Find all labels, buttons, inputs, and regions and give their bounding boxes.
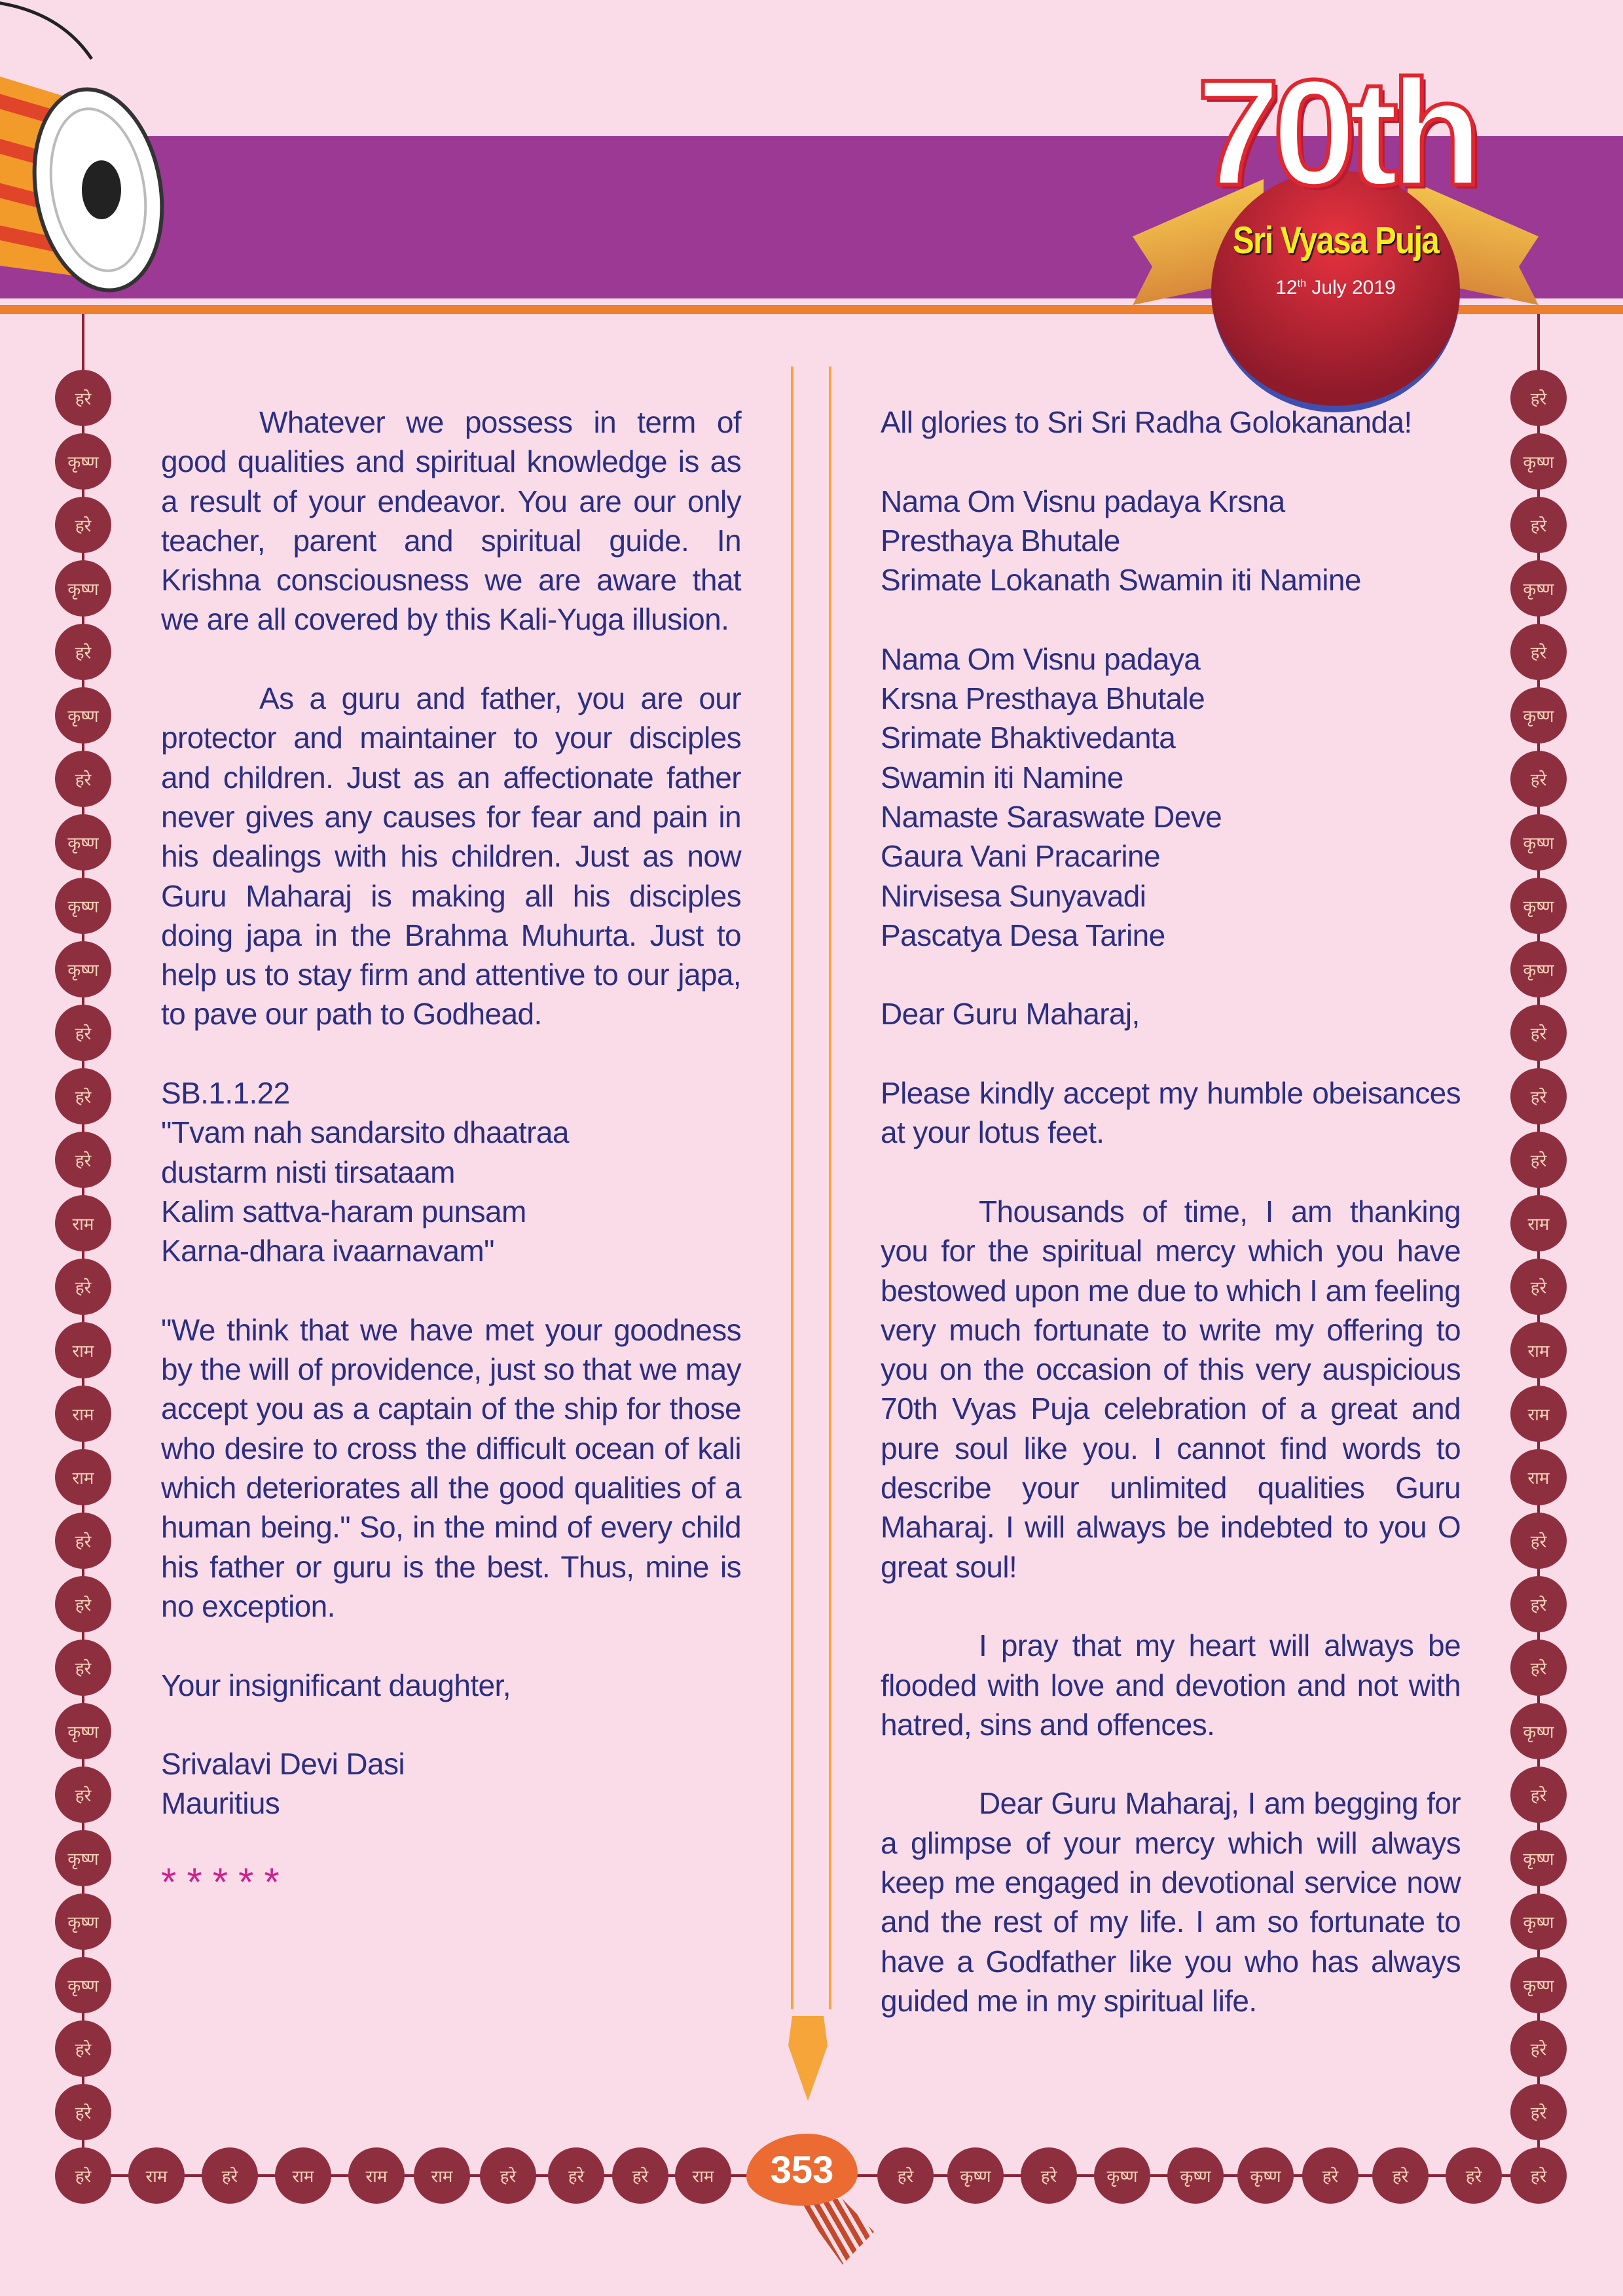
garland-thread (791, 367, 793, 2009)
mantra-line: Srimate Lokanath Swamin iti Namine (881, 563, 1361, 598)
mantra-bead: हरे (1510, 1513, 1567, 1569)
mantra-bead: हरे (202, 2147, 258, 2204)
right-column (881, 403, 1461, 2060)
mantra-bead: हरे (1510, 1576, 1567, 1632)
mantra-bead: कृष्ण (1094, 2147, 1150, 2204)
mantra-bead: हरे (55, 1767, 111, 1823)
mantra-bead: हरे (55, 1640, 111, 1696)
mantra-bead: कृष्ण (55, 687, 111, 744)
mantra-line: Pascatya Desa Tarine (881, 918, 1165, 952)
mantra-bead: राम (675, 2147, 731, 2204)
mantra-line: Nirvisesa Sunyavadi (881, 878, 1146, 913)
mantra-bead: कृष्ण (55, 433, 111, 490)
mantra-bead: कृष्ण (55, 1830, 111, 1886)
paragraph: Whatever we possess in term of good qualities and spiritual knowledge is as a result of your endeavor. You are our only teacher, parent and spiritual guide. In Krishna consciousness we are aware that we are all covered by this Kali-Yuga illusion. (161, 405, 741, 637)
mantra-bead: कृष्ण (55, 1893, 111, 1950)
mantra-bead: कृष्ण (55, 878, 111, 934)
mantra-bead: कृष्ण (55, 814, 111, 870)
page-number: 353 (746, 2134, 858, 2206)
mantra-bead: हरे (548, 2147, 604, 2204)
page-tassel (795, 2199, 874, 2265)
paragraph: Please kindly accept my humble obeisances at your lotus feet. (881, 1076, 1461, 1150)
mantra-bead: हरे (55, 751, 111, 807)
verse-line: dustarm nisti tirsataam (161, 1155, 455, 1189)
mantra-bead: हरे (1302, 2147, 1359, 2204)
mantra-bead: हरे (1510, 1068, 1567, 1124)
mantra-bead: राम (348, 2147, 405, 2204)
left-column (161, 403, 741, 1902)
paragraph: I pray that my heart will always be flooded with love and devotion and not with hatred, sins and offences. (881, 1628, 1461, 1742)
mantra-line: Nama Om Visnu padaya Krsna (881, 484, 1285, 518)
mantra-bead: हरे (1510, 1767, 1567, 1823)
mantra-bead: हरे (1510, 497, 1567, 553)
mantra-bead: कृष्ण (1510, 814, 1567, 870)
mantra-bead: हरे (480, 2147, 536, 2204)
mantra-bead: हरे (612, 2147, 668, 2204)
mantra-bead: कृष्ण (1510, 687, 1567, 744)
verse-line: Karna-dhara ivaarnavam" (161, 1234, 494, 1268)
mantra-bead: राम (414, 2147, 470, 2204)
mantra-bead: हरे (55, 497, 111, 553)
mridanga-drum-illustration (0, 0, 210, 314)
author-location: Mauritius (161, 1786, 280, 1821)
mantra-bead: हरे (1510, 1005, 1567, 1061)
mantra-bead: कृष्ण (55, 1957, 111, 2013)
mantra-bead: हरे (55, 2020, 111, 2077)
mantra-bead: राम (55, 1386, 111, 1442)
date-day: 12 (1275, 277, 1298, 298)
mantra-bead: राम (275, 2147, 331, 2204)
mantra-bead: राम (1510, 1386, 1567, 1442)
mantra-bead: राम (55, 1322, 111, 1378)
mantra-bead: हरे (877, 2147, 934, 2204)
badge-title: Sri Vyasa Puja (1232, 219, 1439, 262)
mantra-line: Krsna Presthaya Bhutale (881, 681, 1205, 716)
mantra-bead: हरे (1510, 624, 1567, 680)
verse (161, 1073, 741, 1270)
anniversary-badge (1113, 48, 1558, 360)
mantra-bead: कृष्ण (1510, 941, 1567, 997)
mantra-bead: हरे (1510, 1132, 1567, 1188)
mantra-bead: हरे (1510, 370, 1567, 426)
mantra-line: Namaste Saraswate Deve (881, 799, 1222, 834)
badge-number: 70th (1196, 48, 1475, 217)
mantra-bead: हरे (55, 1068, 111, 1124)
mantra-bead: कृष्ण (55, 560, 111, 617)
mantra-bead: कृष्ण (1510, 433, 1567, 490)
mantra-bead: कृष्ण (1237, 2147, 1294, 2204)
paragraph: As a guru and father, you are our protector and maintainer to your disciples and children. Just as an affectionate father never gives any causes for fear and pain in his dealings with his children. Just as now Guru Maharaj is making all his disciples doing japa in the Brahma Muhurta. Just to help us to stay firm and attentive to our japa, to pave our path to Godhead. (161, 681, 741, 1031)
verse-line: SB.1.1.22 (161, 1076, 290, 1111)
mantra-bead: राम (128, 2147, 185, 2204)
date-suffix: th (1297, 278, 1306, 289)
glories-line: All glories to Sri Sri Radha Golokananda! (881, 405, 1412, 439)
mantra-line: Nama Om Visnu padaya (881, 641, 1201, 676)
mantra-bead: हरे (55, 1005, 111, 1061)
mantra-bead: हरे (55, 624, 111, 680)
garland-thread (829, 367, 831, 2009)
mantra-bead: कृष्ण (1510, 1830, 1567, 1886)
pranam-mantra (881, 639, 1461, 955)
mantra-line: Gaura Vani Pracarine (881, 839, 1160, 874)
mantra-bead: हरे (55, 1259, 111, 1315)
mantra-bead: हरे (1510, 2020, 1567, 2077)
mantra-bead: हरे (1372, 2147, 1429, 2204)
mantra-bead: राम (1510, 1449, 1567, 1505)
separator-stars: ***** (161, 1859, 290, 1904)
mantra-bead: हरे (55, 1513, 111, 1569)
mantra-bead: हरे (55, 2147, 111, 2204)
mantra-bead: हरे (55, 1576, 111, 1632)
mantra-bead: राम (1510, 1322, 1567, 1378)
mantra-bead: हरे (55, 370, 111, 426)
signature (161, 1744, 741, 1823)
mantra-bead: कृष्ण (1510, 1957, 1567, 2013)
mantra-bead: कृष्ण (55, 1703, 111, 1759)
mantra-bead: राम (1510, 1195, 1567, 1251)
mantra-bead: राम (55, 1449, 111, 1505)
mantra-bead: हरे (1021, 2147, 1077, 2204)
mantra-bead: हरे (1510, 2147, 1567, 2204)
mantra-line: Presthaya Bhutale (881, 523, 1120, 558)
mantra-bead: कृष्ण (1510, 560, 1567, 617)
paragraph: Dear Guru Maharaj, I am begging for a glimpse of your mercy which will always keep me engaged in devotional service now and the rest of my life. I am so fortunate to have a Godfather like you who has always guided me in my spiritual life. (881, 1786, 1461, 2018)
mantra-bead: हरे (1510, 2084, 1567, 2140)
mantra-bead: हरे (55, 2084, 111, 2140)
verse-line: Kalim sattva-haram punsam (161, 1194, 526, 1229)
mantra-bead: हरे (1510, 751, 1567, 807)
mantra-bead: हरे (1510, 1640, 1567, 1696)
badge-date (1211, 275, 1460, 301)
author-name: Srivalavi Devi Dasi (161, 1747, 405, 1782)
date-month-year: July 2019 (1311, 277, 1396, 298)
mantra-bead: कृष्ण (1510, 1703, 1567, 1759)
mantra-bead: राम (55, 1195, 111, 1251)
paragraph: "We think that we have met your goodness by the will of providence, just so that we may accept you as a captain of the ship for those who desire to cross the difficult ocean of kali which deteriorates all the good qualities of a human being." So, in the mind of every child his father or guru is the best. Thus, mine is no exception. (161, 1312, 741, 1623)
mantra-bead: कृष्ण (947, 2147, 1004, 2204)
garland-tassel (788, 2016, 828, 2101)
mantra-bead: हरे (1446, 2147, 1502, 2204)
mantra-line: Swamin iti Namine (881, 760, 1123, 795)
paragraph: Thousands of time, I am thanking you for the spiritual mercy which you have bestowed upon me due to which I am feeling very much fortunate to write my offering to you on the occasion of this very auspicious 70th Vyas Puja celebration of a great and pure soul like you. I cannot find words to describe your unlimited qualities Guru Maharaj. I will always be indebted to you O great soul! (881, 1194, 1461, 1584)
verse-line: "Tvam nah sandarsito dhaatraa (161, 1115, 569, 1150)
mantra-line: Srimate Bhaktivedanta (881, 721, 1176, 755)
mantra-bead: कृष्ण (1510, 1893, 1567, 1950)
salutation: Dear Guru Maharaj, (881, 997, 1140, 1031)
pranam-mantra (881, 482, 1461, 600)
mantra-bead: हरे (1510, 1259, 1567, 1315)
mantra-bead: हरे (55, 1132, 111, 1188)
closing: Your insignificant daughter, (161, 1668, 511, 1702)
mantra-bead: कृष्ण (1167, 2147, 1224, 2204)
mantra-bead: कृष्ण (1510, 878, 1567, 934)
mantra-bead: कृष्ण (55, 941, 111, 997)
